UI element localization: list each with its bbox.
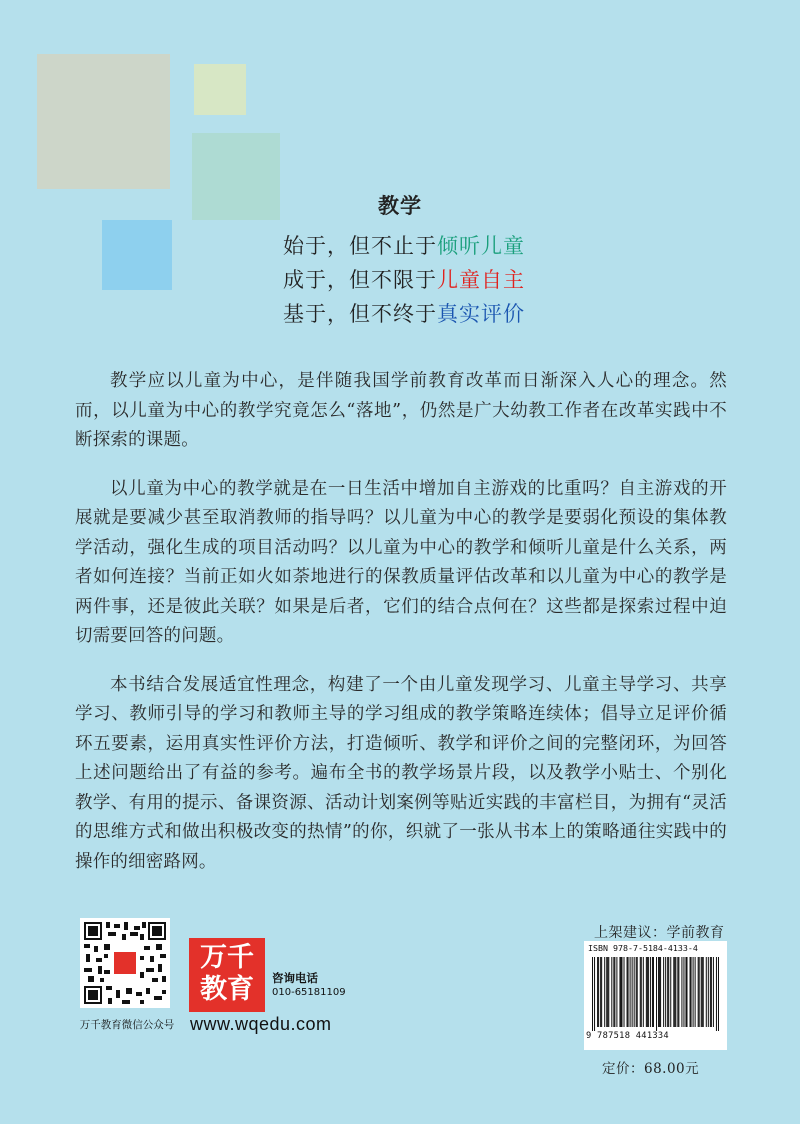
barcode-bar [597,957,598,1027]
barcode-bar [592,957,593,1031]
tagline-line [283,298,525,328]
decor-square [192,133,280,220]
isbn-text: ISBN 978-7-5184-4133-4 [588,943,698,953]
barcode-bar [614,957,615,1027]
tagline-highlight: 倾听儿童 [437,234,525,258]
blurb-paragraph: 本书结合发展适宜性理念，构建了一个由儿童发现学习、儿童主导学习、共享学习、教师引导的学习和教师主导的学习组成的教学策略连续体；倡导立足评价循环五要素，运用真实性评价方法，打造倾听、教学和评价之间的完整闭环，为回答上述问题给出了有益的参考。遍布全书的教学场景片段，以及教学小贴士、个别化教学、有用的提示、备课资源、活动计划案例等贴近实践的丰富栏目，为拥有“灵活的思维方式和做出积极改变的热情”的你，织就了一张从书本上的策略通往实践中的操作的细密路网。 [75,674,727,872]
barcode-bar [711,957,712,1027]
barcode-bar [656,957,657,1031]
barcode-bar [667,957,668,1027]
qr-caption: 万千教育微信公众号 [79,1019,175,1031]
barcode-bar [598,957,599,1027]
barcode-bar [620,957,621,1027]
barcode-bar [634,957,635,1027]
barcode-bar [643,957,644,1027]
tagline-line [283,230,525,260]
barcode-bar [677,957,678,1027]
barcode-bar [708,957,709,1027]
barcode-bar [628,957,629,1027]
barcode-bar [713,957,714,1027]
barcode-bar [619,957,620,1027]
shelf-suggestion: 上架建议：学前教育 [594,925,725,941]
website-url[interactable]: www.wqedu.com [190,1014,332,1034]
barcode-number: 9 787518 441334 [586,1031,669,1041]
barcode-bar [691,957,692,1027]
barcode-bar [624,957,625,1027]
barcode-bar [660,957,661,1027]
contact-label: 咨询电话 [272,971,318,985]
barcode-bar [616,957,617,1027]
barcode-bar [686,957,687,1027]
barcode-bar [601,957,602,1027]
barcode-bar [716,957,717,1031]
barcode-bar [659,957,660,1027]
barcode-bar [681,957,682,1027]
barcode-bars [592,957,719,1031]
barcode-bar [718,957,719,1031]
barcode-bar [636,957,637,1027]
barcode-bar [606,957,607,1027]
barcode-bar [600,957,601,1027]
barcode-bar [653,957,654,1027]
barcode-bar [594,957,595,1031]
logo-text: 教育 [200,974,254,1005]
barcode-bar [611,957,612,1027]
logo-text: 万千 [200,942,254,973]
decor-square [37,54,170,189]
barcode-bar [604,957,605,1027]
tagline-prefix: 成于，但不限于 [283,268,437,292]
barcode-bar [632,957,633,1027]
decor-square [102,220,172,290]
blurb [75,367,727,896]
barcode-bar [613,957,614,1027]
tagline-highlight: 儿童自主 [437,268,525,292]
barcode-bar [706,957,707,1027]
contact-phone: 010-65181109 [272,987,346,998]
barcode-bar [690,957,691,1027]
barcode-bar [665,957,666,1027]
tagline-line [283,264,525,294]
publisher-logo [189,938,265,1012]
barcode-bar [652,957,653,1027]
barcode-bar [674,957,675,1027]
barcode-bar [699,957,700,1027]
price: 定价：68.00元 [602,1061,700,1077]
barcode-bar [621,957,622,1027]
tagline-title: 教学 [378,193,422,218]
barcode-bar [637,957,638,1027]
barcode-bar [675,957,676,1027]
barcode-bar [648,957,649,1027]
barcode-bar [701,957,702,1027]
tagline-prefix: 基于，但不终于 [283,302,437,326]
tagline-highlight: 真实评价 [437,302,525,326]
barcode-bar [640,957,641,1027]
barcode-bar [658,957,659,1027]
barcode-bar [663,957,664,1027]
barcode-bar [710,957,711,1027]
barcode-bar [678,957,679,1027]
barcode-bar [702,957,703,1027]
barcode-bar [668,957,669,1027]
barcode-bar [693,957,694,1027]
barcode-bar [698,957,699,1027]
tagline-prefix: 始于，但不止于 [283,234,437,258]
barcode-bar [670,957,671,1027]
barcode-bar [683,957,684,1027]
qr-code [80,918,170,1008]
barcode-bar [673,957,674,1027]
barcode-bar [608,957,609,1027]
barcode-bar [646,957,647,1027]
isbn-barcode [584,941,727,1050]
barcode-bar [703,957,704,1027]
barcode-bar [630,957,631,1027]
barcode-bar [647,957,648,1027]
blurb-paragraph: 以儿童为中心的教学就是在一日生活中增加自主游戏的比重吗？自主游戏的开展就是要减少甚至取消教师的指导吗？以儿童为中心的教学是要弱化预设的集体教学活动，强化生成的项目活动吗？以儿童为中心的教学和倾听儿童是什么关系，两者如何连接？当前正如火如荼地进行的保教质量评估改革和以儿童为中心的教学是两件事，还是彼此关联？如果是后者，它们的结合点何在？这些都是探索过程中迫切需要回答的问题。 [75,478,727,646]
barcode-bar [607,957,608,1027]
barcode-bar [685,957,686,1027]
barcode-bar [641,957,642,1027]
blurb-paragraph: 教学应以儿童为中心，是伴随我国学前教育改革而日渐深入人心的理念。然而，以儿童为中心的教学究竟怎么“落地”，仍然是广大幼教工作者在改革实践中不断探索的课题。 [75,371,727,450]
barcode-bar [650,957,651,1027]
barcode-bar [627,957,628,1027]
decor-square [194,64,246,115]
barcode-bar [695,957,696,1027]
